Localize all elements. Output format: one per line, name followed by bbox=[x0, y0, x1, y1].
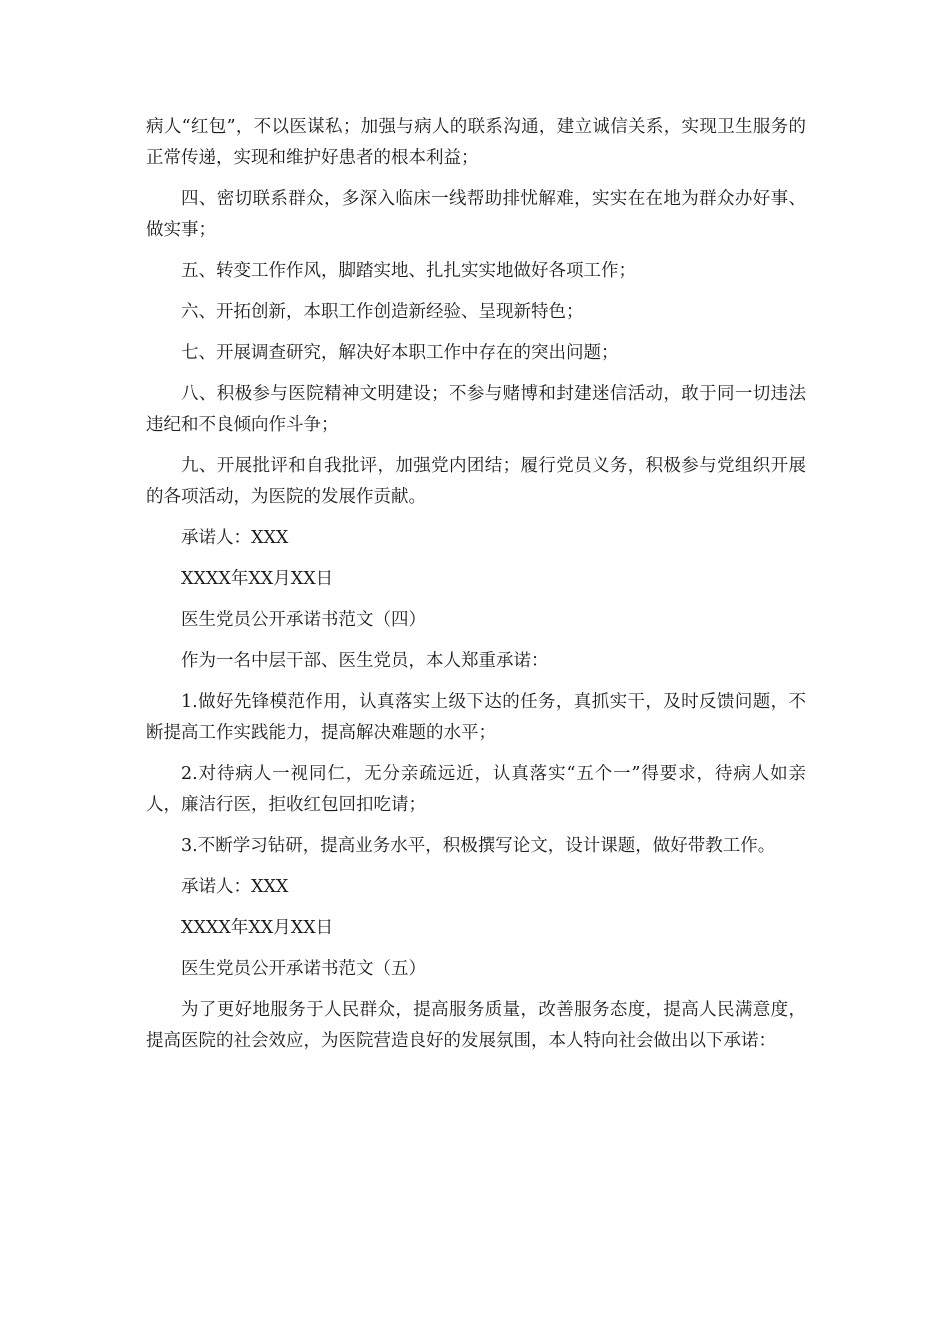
paragraph: 九、开展批评和自我批评，加强党内团结；履行党员义务，积极参与党组织开展的各项活动，为医院的发展作贡献。 bbox=[146, 456, 806, 507]
document-body bbox=[146, 112, 806, 1067]
paragraph: 六、开拓创新，本职工作创造新经验、呈现新特色； bbox=[181, 302, 584, 322]
paragraph: 作为一名中层干部、医生党员，本人郑重承诺： bbox=[181, 651, 549, 671]
paragraph: 五、转变工作作风，脚踏实地、扎扎实实地做好各项工作； bbox=[181, 261, 636, 281]
paragraph: 七、开展调查研究，解决好本职工作中存在的突出问题； bbox=[181, 343, 619, 363]
paragraph: 八、积极参与医院精神文明建设；不参与赌博和封建迷信活动，敢于同一切违法违纪和不良倾向作斗争； bbox=[146, 384, 806, 435]
date-line: XXXX年XX月XX日 bbox=[181, 918, 334, 938]
list-item: 1.做好先锋模范作用，认真落实上级下达的任务，真抓实干，及时反馈问题，不断提高工作实践能力，提高解决难题的水平； bbox=[146, 692, 806, 743]
section-heading: 医生党员公开承诺书范文（四） bbox=[181, 610, 426, 630]
signatory-line: 承诺人：XXX bbox=[181, 528, 289, 548]
list-item: 3.不断学习钻研，提高业务水平，积极撰写论文，设计课题，做好带教工作。 bbox=[181, 836, 776, 856]
list-item: 2.对待病人一视同仁，无分亲疏远近，认真落实“五个一”得要求，待病人如亲人，廉洁行医，拒收红包回扣吃请； bbox=[146, 764, 806, 815]
paragraph: 为了更好地服务于人民群众，提高服务质量，改善服务态度，提高人民满意度，提高医院的社会效应，为医院营造良好的发展氛围，本人特向社会做出以下承诺： bbox=[146, 1000, 806, 1051]
date-line: XXXX年XX月XX日 bbox=[181, 569, 334, 589]
section-heading: 医生党员公开承诺书范文（五） bbox=[181, 959, 426, 979]
paragraph: 病人“红包”，不以医谋私；加强与病人的联系沟通，建立诚信关系，实现卫生服务的正常传递，实现和维护好患者的根本利益； bbox=[146, 117, 806, 168]
paragraph: 四、密切联系群众，多深入临床一线帮助排忧解难，实实在在地为群众办好事、做实事； bbox=[146, 189, 806, 240]
signatory-line: 承诺人：XXX bbox=[181, 877, 289, 897]
